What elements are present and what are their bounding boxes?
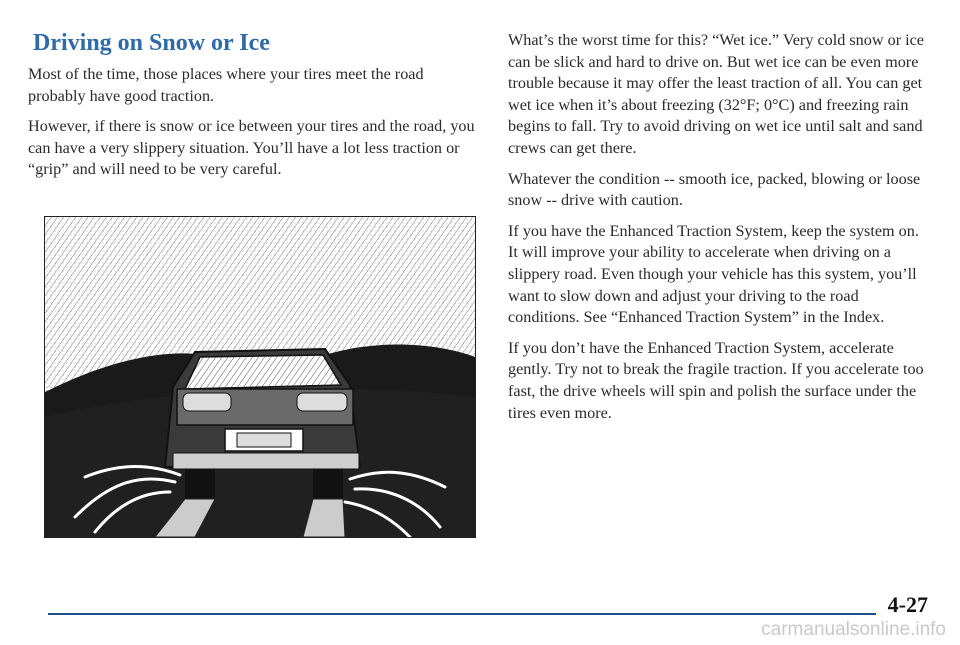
paragraph: Whatever the condition -- smooth ice, packed, blowing or loose snow -- drive with caution. [508, 169, 921, 210]
footer-rule [48, 613, 876, 615]
paragraph: If you don’t have the Enhanced Traction System, accelerate gently. Try not to break the fragile traction. If you accelerate too fast, the drive wheels will spin and polish the surface under the tires even more. [508, 338, 924, 422]
right-column [508, 30, 928, 433]
left-column [28, 64, 476, 190]
page-number: 4-27 [887, 592, 928, 617]
watermark: carmanualsonline.info [761, 619, 946, 640]
paragraph: Most of the time, those places where your tires meet the road probably have good traction. [28, 65, 424, 105]
paragraph: However, if there is snow or ice between your tires and the road, you can have a very slippery situation. You’ll have a lot less traction or “grip” and will need to be very careful. [28, 117, 475, 179]
paragraph: What’s the worst time for this? “Wet ice.” Very cold snow or ice can be slick and hard to drive on. But wet ice can be even more trouble because it may offer the least traction of all. You can get wet ice when it’s about freezing (32°F; 0°C) and freezing rain begins to fall. Try to avoid driving on wet ice until salt and sand crews can get there. [508, 31, 924, 157]
section-title: Driving on Snow or Ice [33, 30, 270, 56]
paragraph: If you have the Enhanced Traction System, keep the system on. It will improve your ability to accelerate when driving on a slippery road. Even though your vehicle has this system, you’ll want to slow down and adjust your driving to the road conditions. See “Enhanced Traction System” in the Index. [508, 221, 919, 327]
car-on-ice-illustration [44, 216, 476, 538]
